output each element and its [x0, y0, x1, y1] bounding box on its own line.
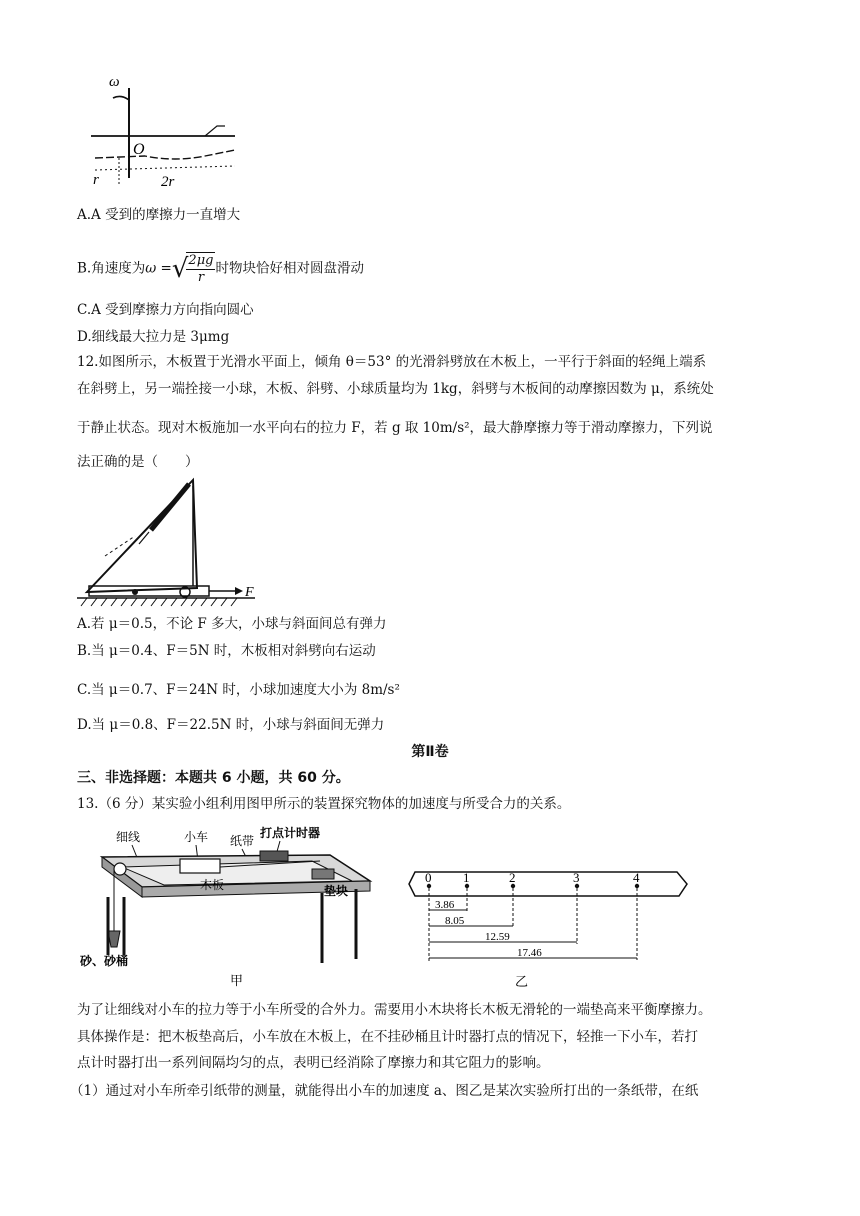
q11-option-c: C.A 受到摩擦力方向指向圆心	[77, 302, 254, 318]
q12-option-a: A.若 μ＝0.5，不论 F 多大，小球与斜面间总有弹力	[77, 616, 387, 632]
q11-option-b: B.角速度为ω =√ $\frac{2\mu g}{r}$ 时物块恰好相对圆盘滑动	[77, 253, 364, 285]
q12-option-b: B.当 μ＝0.4、F＝5N 时，木板相对斜劈向右运动	[77, 643, 376, 659]
q13-part-1: （1）通过对小车所牵引纸带的测量，就能得出小车的加速度 a、图乙是某次实验所打出的一条纸带，在纸	[70, 1083, 699, 1099]
figure-a-caption: 甲	[230, 973, 244, 988]
q11-option-b-prefix: B.角速度为	[77, 260, 146, 277]
q11-fraction	[186, 252, 215, 286]
q13-paragraph-1: 为了让细线对小车的拉力等于小车所受的合外力。需要用小木块将长木板无滑轮的一端垫高来平衡摩擦力。	[77, 1002, 712, 1018]
q13-paragraph-3: 点计时器打出一系列间隔均匀的点，表明已经消除了摩擦力和其它阻力的影响。	[77, 1055, 550, 1071]
q11-option-b-suffix: 时物块恰好相对圆盘滑动	[215, 260, 364, 277]
radius-2r-label: 2r	[161, 174, 175, 190]
distance-0-1: 3.86	[435, 899, 455, 911]
q11-fraction-den: r	[197, 270, 205, 285]
section-heading: 三、非选择题：本题共 6 小题，共 60 分。	[77, 770, 350, 786]
board-label: 木板	[200, 878, 225, 892]
block-label: 垫块	[324, 884, 349, 898]
q13-stem: 13.（6 分）某实验小组利用图甲所示的装置探究物体的加速度与所受合力的关系。	[77, 796, 571, 812]
tape-figure	[405, 862, 690, 990]
wedge-figure	[75, 476, 265, 608]
distance-0-4: 17.46	[517, 947, 542, 959]
q12-stem-line-3: 于静止状态。现对木板施加一水平向右的拉力 F，若 g 取 10m/s²，最大静摩擦力等于滑动摩擦力，下列说	[77, 420, 713, 436]
disk-figure	[85, 70, 245, 190]
point-4-label: 4	[633, 870, 640, 885]
tape-label: 纸带	[230, 834, 255, 848]
force-label: F	[245, 585, 254, 600]
q11-omega-symbol: ω =	[145, 260, 172, 277]
radius-r-label: r	[93, 172, 99, 188]
point-2-label: 2	[509, 870, 516, 885]
volume-title: 第Ⅱ卷	[411, 744, 449, 760]
distance-0-3: 12.59	[485, 931, 510, 943]
distance-0-2: 8.05	[445, 915, 465, 927]
q12-stem-line-2: 在斜劈上，另一端拴接一小球，木板、斜劈、小球质量均为 1kg，斜劈与木板间的动摩擦因数为 μ，系统处	[77, 381, 714, 397]
figure-b-caption: 乙	[515, 974, 529, 989]
q13-paragraph-2: 具体操作是：把木板垫高后，小车放在木板上，在不挂砂桶且计时器打点的情况下，轻推一下小车，若打	[77, 1029, 698, 1045]
sand-bucket-label: 砂、砂桶	[80, 954, 129, 968]
apparatus-figure	[80, 825, 380, 990]
tape-points	[427, 884, 639, 888]
q11-fraction-num: 2μg	[188, 253, 214, 268]
q12-stem-line-4: 法正确的是（ ）	[77, 454, 199, 470]
cart-label: 小车	[184, 830, 209, 844]
point-0-label: 0	[425, 870, 432, 885]
q12-option-c: C.当 μ＝0.7、F＝24N 时，小球加速度大小为 8m/s²	[77, 682, 400, 698]
timer-label: 打点计时器	[260, 826, 321, 840]
thread-label: 细线	[116, 830, 141, 844]
point-1-label: 1	[463, 870, 470, 885]
q11-option-a: A.A 受到的摩擦力一直增大	[77, 207, 241, 223]
q12-option-d: D.当 μ＝0.8、F＝22.5N 时，小球与斜面间无弹力	[77, 717, 385, 733]
point-3-label: 3	[573, 870, 580, 885]
origin-label: O	[133, 141, 145, 158]
q12-stem-line-1: 12.如图所示，木板置于光滑水平面上，倾角 θ＝53° 的光滑斜劈放在木板上，一平行于斜面的轻绳上端系	[77, 354, 707, 370]
omega-label: ω	[109, 74, 120, 90]
q11-option-d: D.细线最大拉力是 3μmg	[77, 329, 230, 345]
